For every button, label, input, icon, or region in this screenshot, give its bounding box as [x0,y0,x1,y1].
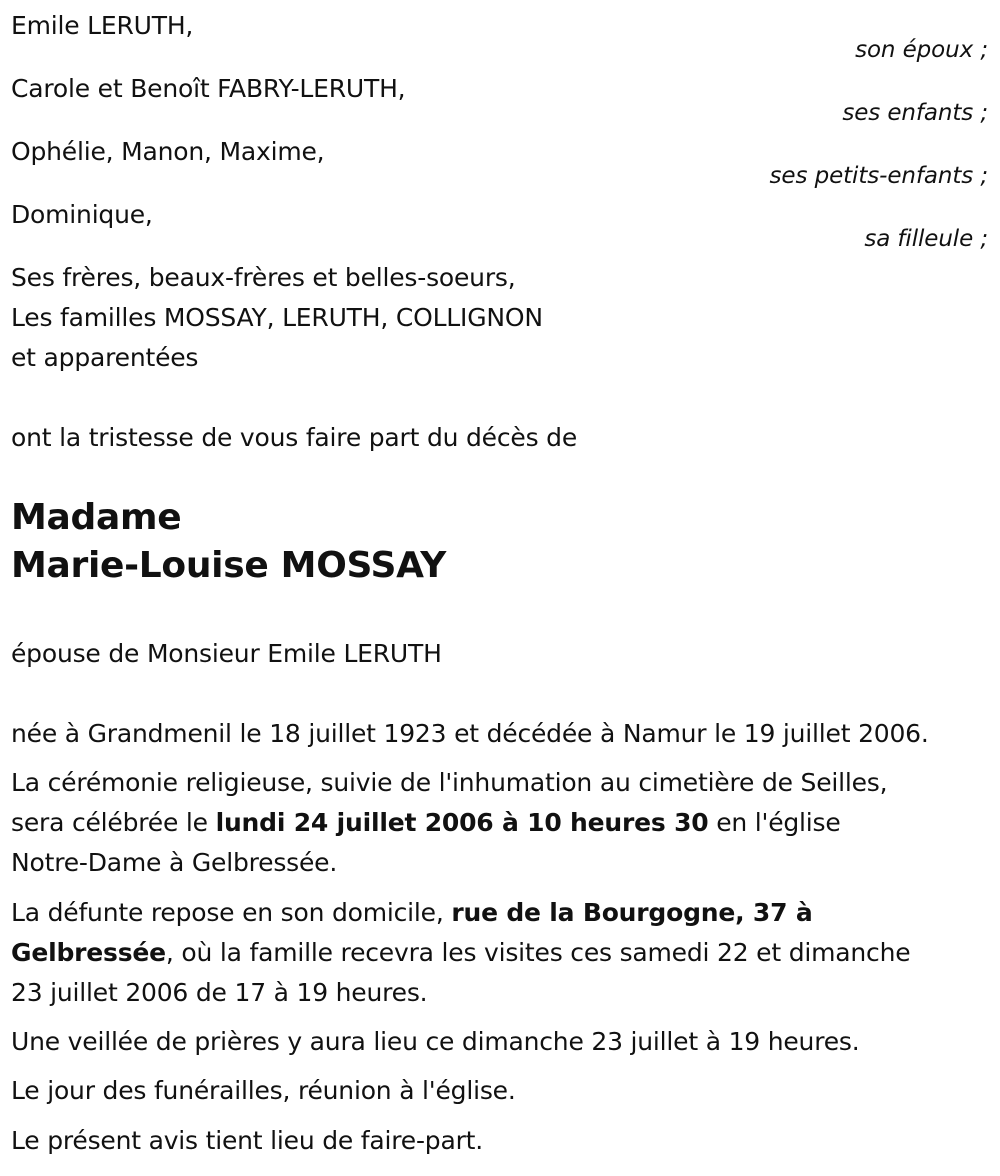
birth-death-line: née à Grandmenil le 18 juillet 1923 et décédée à Namur le 19 juillet 2006. [11,719,929,748]
family-member-relation: son époux ; [855,37,988,63]
deceased-title: Madame [11,497,182,538]
family-member-name: Ophélie, Manon, Maxime, [11,137,325,166]
repose-line [11,893,813,933]
funeral-day-line: Le jour des funérailles, réunion à l'église. [11,1076,516,1105]
repose-town: Gelbressée [11,938,166,967]
ceremony-date-line [11,803,841,843]
ceremony-date: lundi 24 juillet 2006 à 10 heures 30 [215,808,709,837]
family-member-name: Emile LERUTH, [11,11,194,40]
family-member-relation: sa filleule ; [864,226,988,252]
ceremony-date-suffix: en l'église [708,808,841,837]
repose-prefix: La défunte repose en son domicile, [11,898,452,927]
ceremony-line: La cérémonie religieuse, suivie de l'inhumation au cimetière de Seilles, [11,768,888,797]
repose-line [11,933,910,973]
family-member-name: Carole et Benoît FABRY-LERUTH, [11,74,406,103]
family-member-relation: ses petits-enfants ; [769,163,988,189]
other-relatives-line: Ses frères, beaux-frères et belles-soeurs, [11,263,516,292]
repose-visits: , où la famille recevra les visites ces samedi 22 et dimanche [165,938,911,967]
other-relatives-line: et apparentées [11,343,199,372]
repose-address: rue de la Bourgogne, 37 à [451,898,813,927]
notice-line: Le présent avis tient lieu de faire-part. [11,1126,484,1155]
deceased-name: Marie-Louise MOSSAY [11,545,447,586]
announcement-text: ont la tristesse de vous faire part du décès de [11,423,578,452]
vigil-line: Une veillée de prières y aura lieu ce dimanche 23 juillet à 19 heures. [11,1027,860,1056]
repose-hours: 23 juillet 2006 de 17 à 19 heures. [11,978,428,1007]
family-member-name: Dominique, [11,200,153,229]
ceremony-place: Notre-Dame à Gelbressée. [11,848,338,877]
spouse-line: épouse de Monsieur Emile LERUTH [11,639,442,668]
family-member-relation: ses enfants ; [842,100,988,126]
other-relatives-line: Les familles MOSSAY, LERUTH, COLLIGNON [11,303,543,332]
ceremony-date-prefix: sera célébrée le [11,808,216,837]
